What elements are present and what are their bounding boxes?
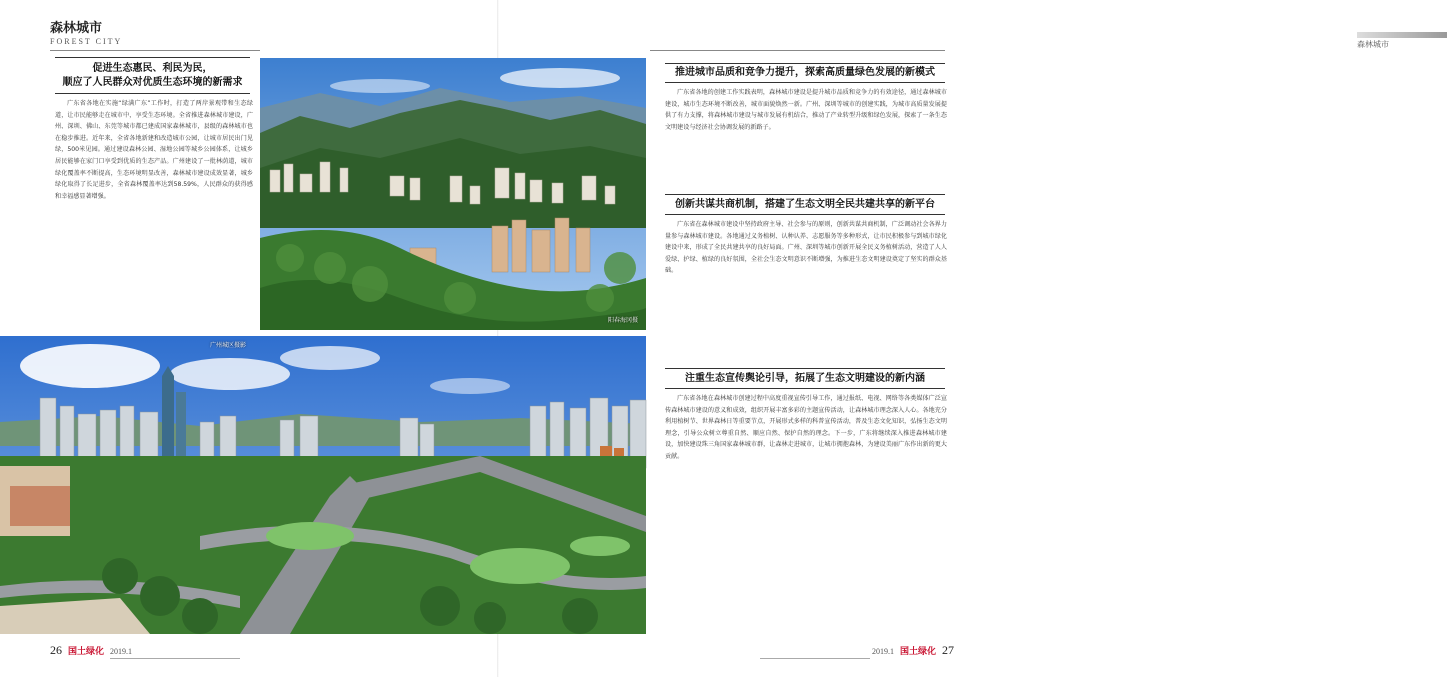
right-section1-title: 推进城市品质和竞争力提升，探索高质量绿色发展的新模式 [675, 67, 935, 78]
right-issue: 2019.1 [872, 647, 894, 656]
right-section2-title: 创新共谋共商机制，搭建了生态文明全民共建共享的新平台 [675, 199, 935, 210]
left-issue: 2019.1 [110, 647, 133, 656]
left-magazine-name: 国土绿化 [68, 647, 105, 657]
right-footer [872, 643, 954, 658]
section-header [50, 17, 122, 46]
right-title1-rule-bottom [665, 82, 945, 83]
right-section1-body: 广东省各地的创建工作实践表明，森林城市建设是提升城市品质和竞争力的有效途径，通过森林城市建设，城市生态环境不断改善，城市面貌焕然一新。广州、深圳等城市的创建实践，为城市高质量发展提供了有力支撑，将森林城市建设与城市发展有机结合，推动了产业转型升级和绿色发展，探索了一条生态文明建设与经济社会协调发展的新路子。 [665, 89, 947, 131]
right-header-label: 森林城市 [1357, 40, 1389, 49]
header-rule [50, 50, 260, 51]
left-title-rule-top [55, 57, 250, 58]
left-article-body: 广东省各地在实施“绿满广东”工作时，打造了两岸景观带和生态绿道，让市民能够走在城市中，享受生态环境。全省推进森林城市建设，广州、深圳、佛山、东莞等城市都已建成国家森林城市，县级的森林城市也在稳步推进。近年来，全省各地新建和改造城市公园，让城市居民出门见绿，500米见园。通过建设森林公园、湿地公园等城乡公园体系，让城乡居民能够在家门口享受到优质的生态产品。广州建设了一批林荫道，城市绿化覆盖率不断提高，生态环境明显改善，森林城市建设成效显著，城乡绿化取得了长足进步，全省森林覆盖率达到58.59%，人民群众的获得感和幸福感显著增强。 [55, 100, 253, 200]
right-title2-rule-top [665, 194, 945, 195]
right-header [1357, 30, 1447, 50]
top-photo-credit: 阳春海冈摄 [607, 317, 638, 324]
right-title1-rule-top [665, 63, 945, 64]
right-page-number: 27 [942, 643, 955, 657]
right-section3-title: 注重生态宣传舆论引导，拓展了生态文明建设的新内涵 [685, 373, 925, 384]
mountain-city-illustration [260, 58, 646, 330]
right-footer-rule [760, 658, 870, 659]
right-title3-rule-bottom [665, 388, 945, 389]
city-interchange-photo [0, 336, 646, 634]
bottom-photo-credit: 广州城区摄影 [210, 342, 247, 349]
right-magazine-name: 国土绿化 [900, 647, 937, 657]
left-footer [50, 643, 132, 658]
left-footer-rule [110, 658, 240, 659]
section-title-cn: 森林城市 [50, 21, 103, 36]
right-section3-body: 广东省各地在森林城市创建过程中高度重视宣传引导工作，通过报纸、电视、网络等各类媒体广泛宣传森林城市建设的意义和成效，组织开展丰富多彩的主题宣传活动，让森林城市理念深入人心。各地充分利用植树节、世界森林日等重要节点，开展形式多样的科普宣传活动，普及生态文化知识，弘扬生态文明理念，引导公众树立尊重自然、顺应自然、保护自然的理念。下一步，广东将继续深入推进森林城市建设，加快建设珠三角国家森林城市群，让森林走进城市，让城市拥抱森林，为建设美丽广东作出新的更大贡献。 [665, 395, 947, 460]
city-interchange-illustration [0, 336, 646, 634]
left-page-number: 26 [50, 643, 62, 657]
left-article-title: 促进生态惠民、利民为民， 顺应了人民群众对优质生态环境的新需求 [62, 63, 243, 88]
right-title3-rule-top [665, 368, 945, 369]
header-rule-right [650, 50, 945, 51]
left-title-rule-bottom [55, 93, 250, 94]
section-title-en: FOREST CITY [50, 37, 123, 46]
mountain-city-photo [260, 58, 646, 330]
right-section2-body: 广东省在森林城市建设中坚持政府主导、社会参与的原则，创新共谋共商机制，广泛调动社会各界力量参与森林城市建设。各地通过义务植树、认种认养、志愿服务等多种形式，让市民积极参与到城市绿化建设中来，形成了全民共建共享的良好局面。广州、深圳等城市创新开展全民义务植树活动，营造了人人爱绿、护绿、植绿的良好氛围，全社会生态文明意识不断增强，为推进生态文明建设奠定了坚实的群众基础。 [665, 221, 947, 275]
right-title2-rule-bottom [665, 214, 945, 215]
